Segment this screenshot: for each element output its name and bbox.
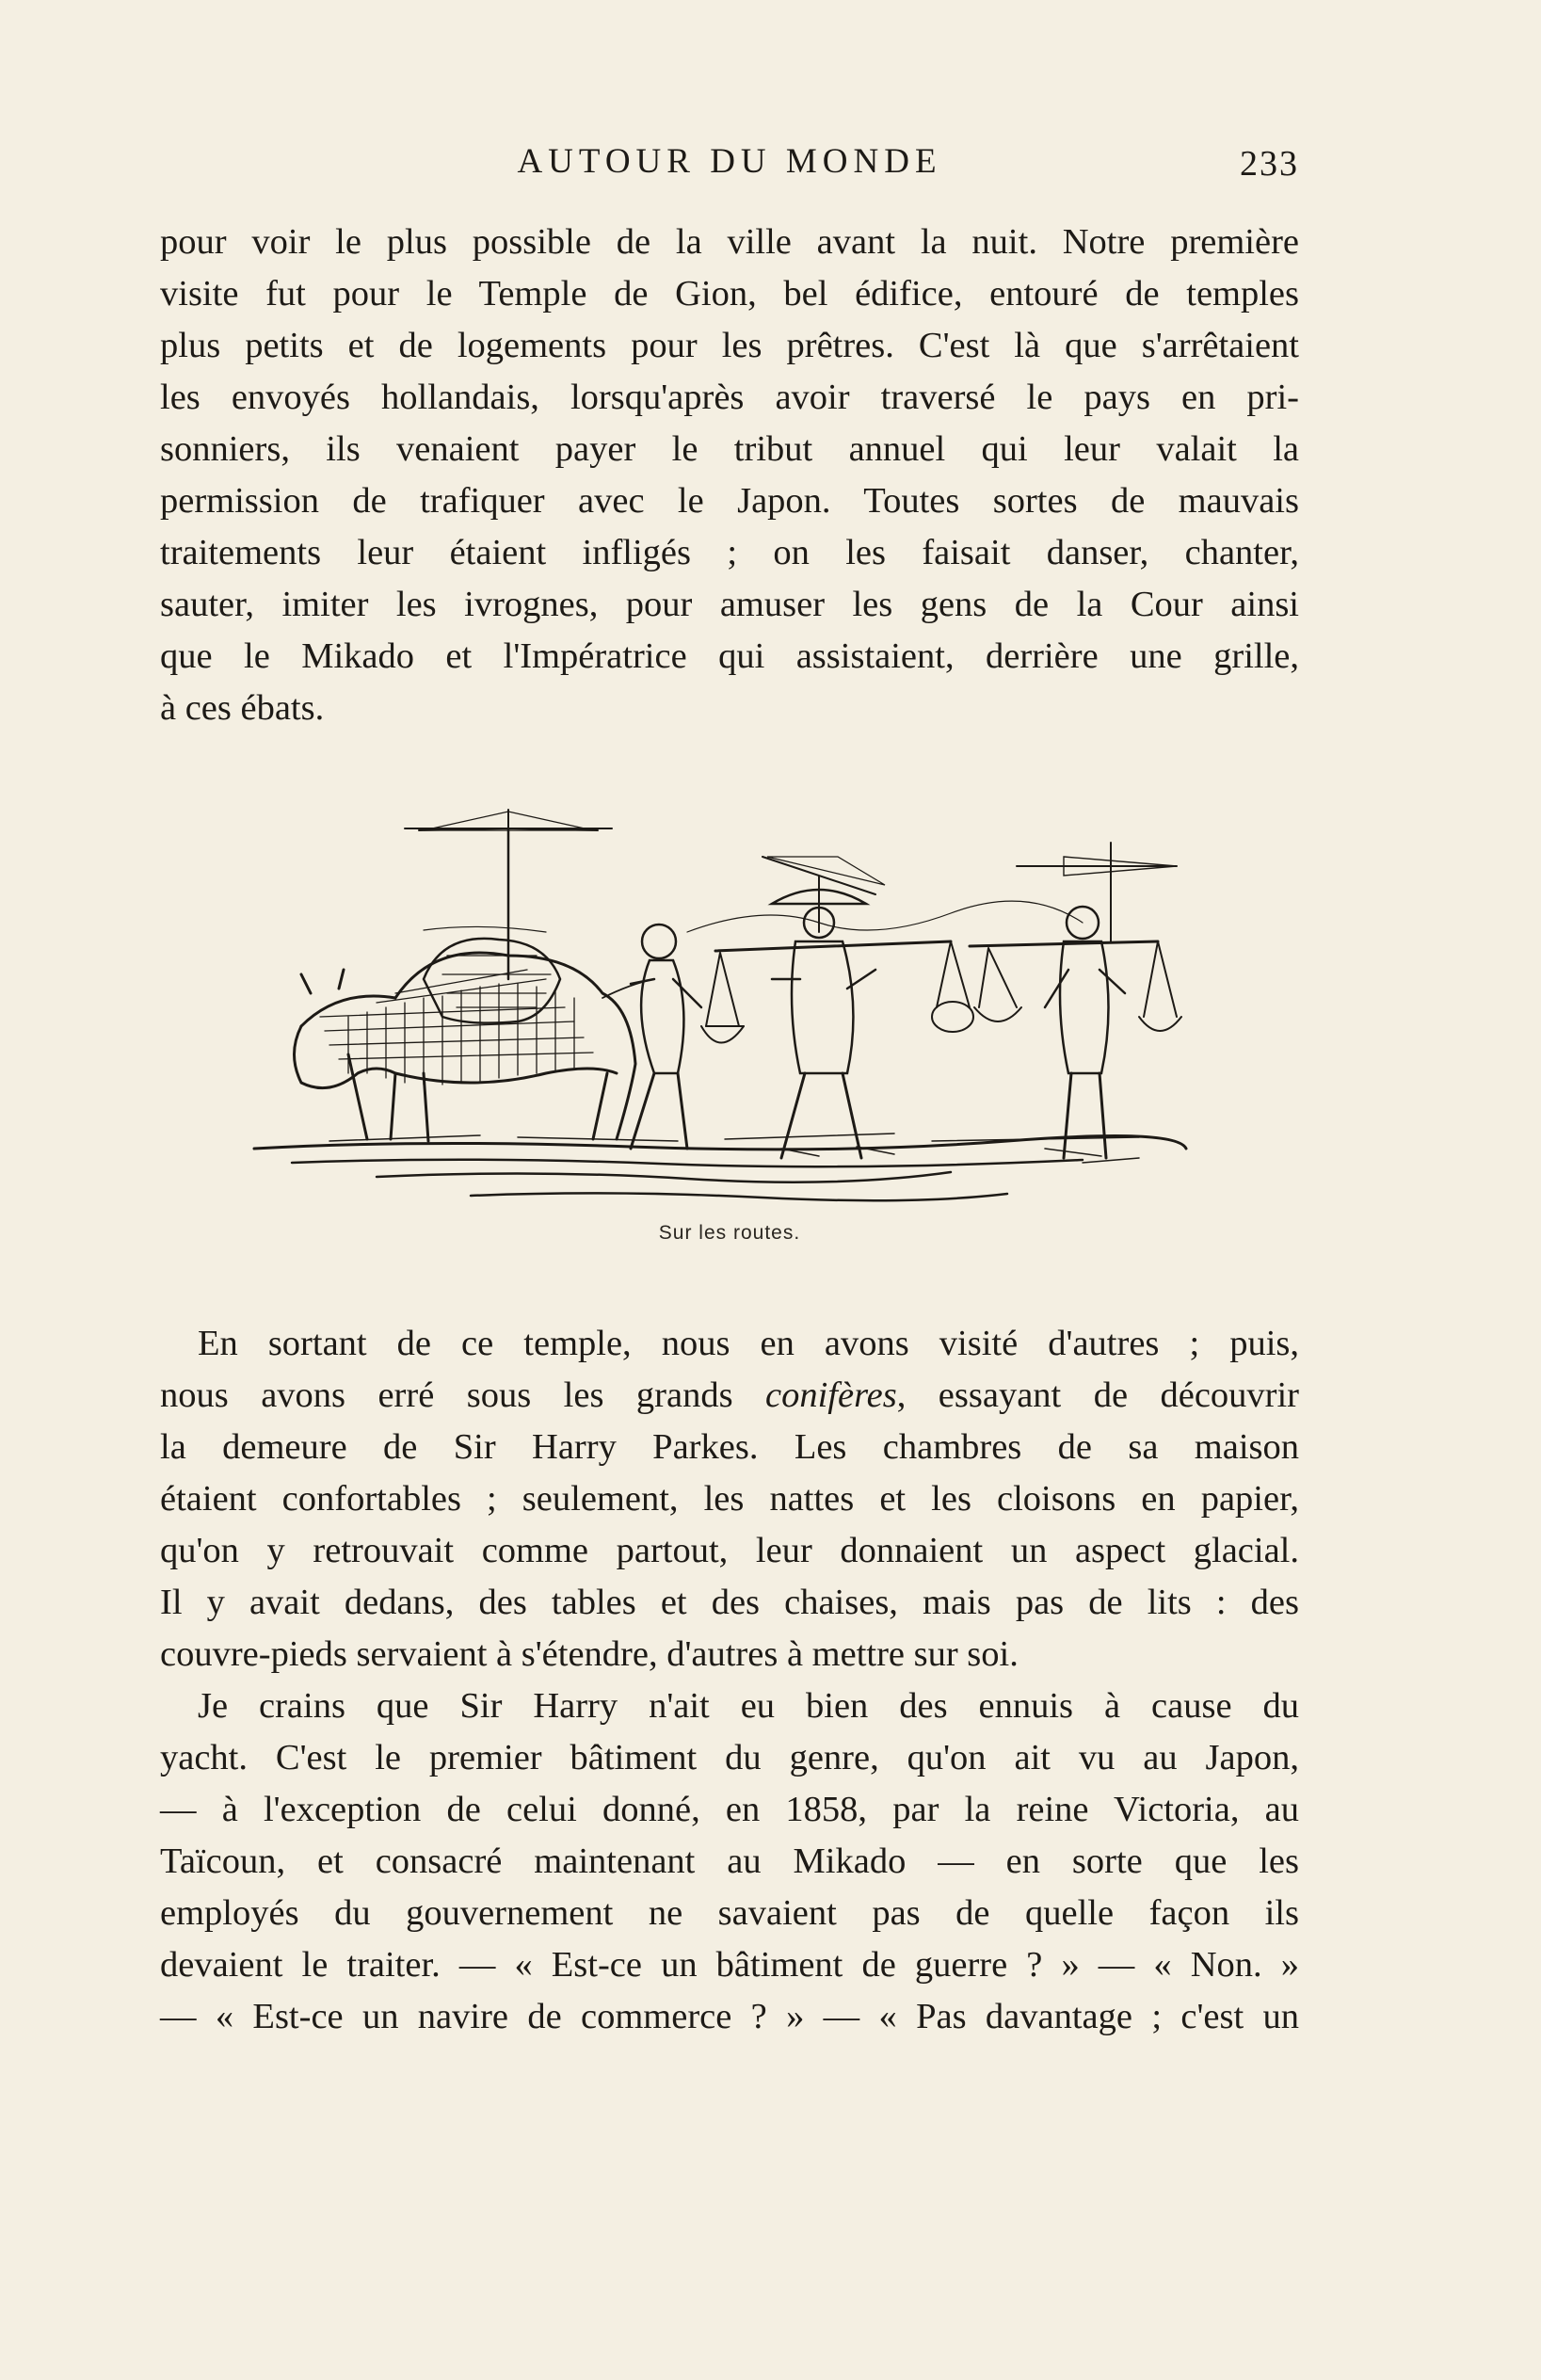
text-line: En sortant de ce temple, nous en avons visité d'autres ; puis, xyxy=(198,1324,1299,1363)
paragraph-3 xyxy=(160,1680,1299,2043)
text-line: employés du gouvernement ne savaient pas de quelle façon ils xyxy=(160,1893,1299,1933)
text-line: — à l'exception de celui donné, en 1858, par la reine Victoria, au xyxy=(160,1790,1299,1829)
paragraph-1 xyxy=(160,217,1299,734)
text-line: visite fut pour le Temple de Gion, bel édifice, entouré de temples xyxy=(160,274,1299,314)
text-line: la demeure de Sir Harry Parkes. Les chambres de sa maison xyxy=(160,1427,1299,1467)
text-line: qu'on y retrouvait comme partout, leur donnaient un aspect glacial. xyxy=(160,1531,1299,1570)
italic-word: conifères xyxy=(765,1375,897,1415)
text-line: couvre-pieds servaient à s'étendre, d'autres à mettre sur soi. xyxy=(160,1634,1019,1674)
bottom-text-block xyxy=(160,1318,1299,2043)
text-line-with-italic xyxy=(160,1370,1299,1422)
text-segment: nous avons erré sous les grands xyxy=(160,1375,766,1415)
text-line: Je crains que Sir Harry n'ait eu bien des ennuis à cause du xyxy=(198,1686,1299,1726)
paragraph-2 xyxy=(160,1318,1299,1680)
text-line: Taïcoun, et consacré maintenant au Mikado — en sorte que les xyxy=(160,1841,1299,1881)
travelers-on-road-engraving xyxy=(235,791,1224,1224)
text-line: devaient le traiter. — « Est-ce un bâtiment de guerre ? » — « Non. » xyxy=(160,1945,1299,1985)
text-line: sauter, imiter les ivrognes, pour amuser les gens de la Cour ainsi xyxy=(160,585,1299,624)
text-segment: , essayant de découvrir xyxy=(896,1375,1300,1415)
text-line: pour voir le plus possible de la ville avant la nuit. Notre première xyxy=(160,222,1299,262)
text-line: les envoyés hollandais, lorsqu'après avoir traversé le pays en pri- xyxy=(160,378,1299,417)
text-line: sonniers, ils venaient payer le tribut annuel qui leur valait la xyxy=(160,429,1299,469)
text-line: Il y avait dedans, des tables et des chaises, mais pas de lits : des xyxy=(160,1583,1299,1622)
text-line: à ces ébats. xyxy=(160,688,325,728)
page-header xyxy=(160,141,1299,198)
text-line: permission de trafiquer avec le Japon. Toutes sortes de mauvais xyxy=(160,481,1299,521)
text-line: traitements leur étaient infligés ; on les faisait danser, chanter, xyxy=(160,533,1299,572)
text-line: étaient confortables ; seulement, les nattes et les cloisons en papier, xyxy=(160,1479,1299,1519)
top-text-block xyxy=(160,217,1299,734)
page-number: 233 xyxy=(1240,144,1299,184)
text-line: que le Mikado et l'Impératrice qui assistaient, derrière une grille, xyxy=(160,636,1299,676)
engraving-illustration xyxy=(235,791,1224,1224)
figure-caption: Sur les routes. xyxy=(658,1222,801,1244)
running-title: AUTOUR DU MONDE xyxy=(517,142,942,181)
text-line: plus petits et de logements pour les prêtres. C'est là que s'arrêtaient xyxy=(160,326,1299,365)
text-line: yacht. C'est le premier bâtiment du genre, qu'on ait vu au Japon, xyxy=(160,1738,1299,1777)
text-line: — « Est-ce un navire de commerce ? » — « Pas davantage ; c'est un xyxy=(160,1997,1299,2036)
